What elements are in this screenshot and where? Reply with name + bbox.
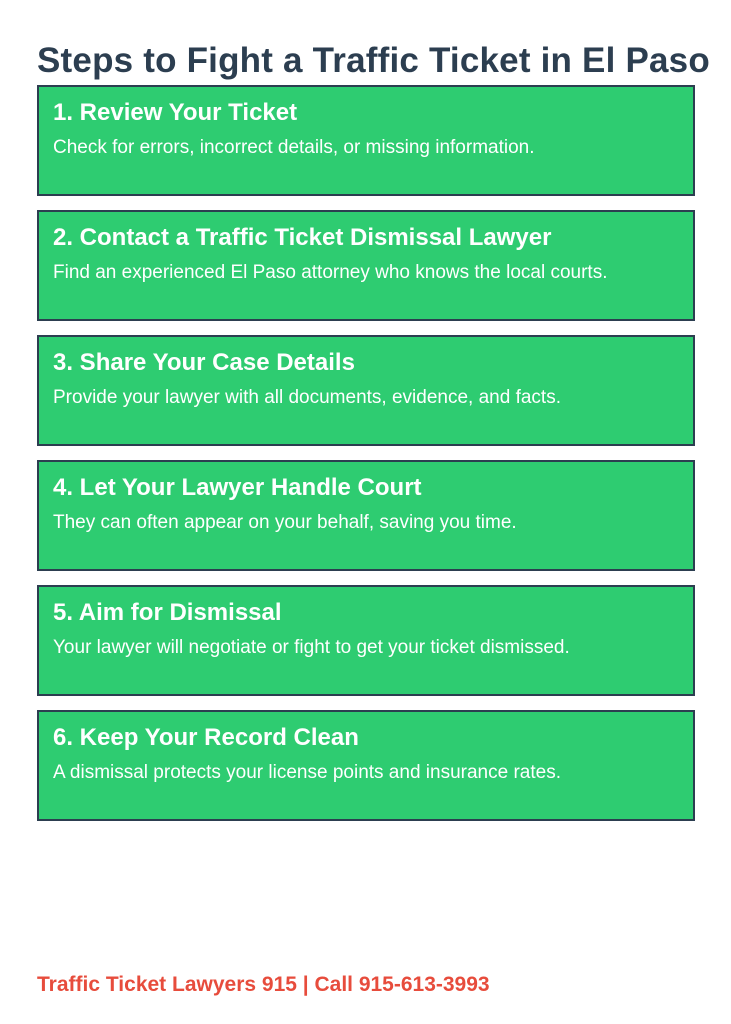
step-description: Provide your lawyer with all documents, evidence, and facts. xyxy=(53,387,561,408)
step-heading: 6. Keep Your Record Clean xyxy=(53,724,359,751)
step-card-4 xyxy=(37,460,695,571)
step-card-1 xyxy=(37,85,695,196)
step-description: Find an experienced El Paso attorney who knows the local courts. xyxy=(53,262,608,283)
step-heading: 2. Contact a Traffic Ticket Dismissal Lawyer xyxy=(53,224,552,251)
footer-contact-line: Traffic Ticket Lawyers 915 | Call 915-613-3993 xyxy=(37,973,490,996)
step-card-5 xyxy=(37,585,695,696)
step-card-2 xyxy=(37,210,695,321)
step-description: Check for errors, incorrect details, or missing information. xyxy=(53,137,535,158)
step-card-3 xyxy=(37,335,695,446)
step-heading: 4. Let Your Lawyer Handle Court xyxy=(53,474,422,501)
step-description: They can often appear on your behalf, saving you time. xyxy=(53,512,517,533)
page-title: Steps to Fight a Traffic Ticket in El Paso xyxy=(37,41,710,81)
step-description: A dismissal protects your license points and insurance rates. xyxy=(53,762,561,783)
step-heading: 3. Share Your Case Details xyxy=(53,349,355,376)
step-heading: 1. Review Your Ticket xyxy=(53,99,298,126)
step-description: Your lawyer will negotiate or fight to get your ticket dismissed. xyxy=(53,637,570,658)
step-heading: 5. Aim for Dismissal xyxy=(53,599,282,626)
step-card-6 xyxy=(37,710,695,821)
steps-list xyxy=(37,85,695,835)
